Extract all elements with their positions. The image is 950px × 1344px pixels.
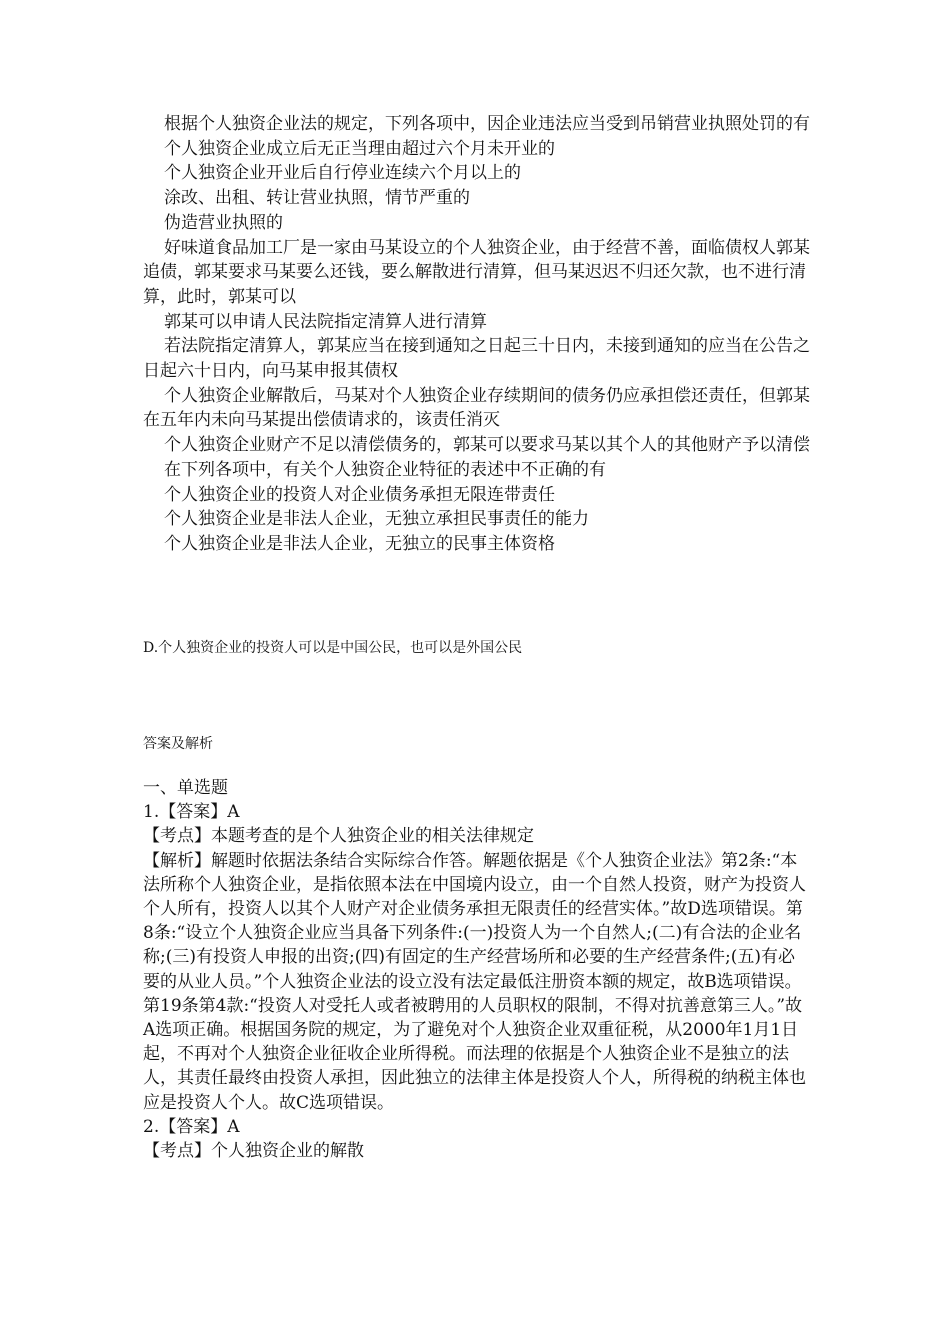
question-2-option: 郭某可以申请人民法院指定清算人进行清算 [164, 311, 487, 332]
question-1-option: 伪造营业执照的 [164, 212, 283, 233]
answer-1: 1.【答案】A [143, 802, 240, 823]
question-1-option: 个人独资企业开业后自行停业连续六个月以上的 [164, 163, 521, 184]
question-3-option: 个人独资企业是非法人企业，无独立的民事主体资格 [164, 533, 555, 554]
question-2-stem: 好味道食品加工厂是一家由马某设立的个人独资企业，由于经营不善，面临债权人郭某追债，郭某要求马某要么还钱，要么解散进行清算，但马某迟迟不归还欠款，也不进行清算，此时，郭某可以 [143, 237, 810, 307]
answer-2: 2.【答案】A [143, 1116, 240, 1137]
question-2-option: 若法院指定清算人，郭某应当在接到通知之日起三十日内，未接到通知的应当在公告之日起六十日内，向马某申报其债权 [143, 336, 810, 382]
question-3-option: 个人独资企业的投资人对企业债务承担无限连带责任 [164, 484, 555, 505]
answer-1-point: 【考点】本题考查的是个人独资企业的相关法律规定 [143, 826, 534, 847]
question-3-stem: 在下列各项中，有关个人独资企业特征的表述中不正确的有 [164, 459, 606, 480]
answer-2-point: 【考点】个人独资企业的解散 [143, 1141, 364, 1162]
question-2-option: 个人独资企业财产不足以清偿债务的，郭某可以要求马某以其个人的其他财产予以清偿 [164, 435, 810, 456]
question-1-option: 个人独资企业成立后无正当理由超过六个月未开业的 [164, 138, 555, 159]
answer-1-analysis: 【解析】解题时依据法条结合实际综合作答。解题依据是《个人独资企业法》第2条:“本法所称个人独资企业，是指依照本法在中国境内设立，由一个自然人投资，财产为投资人个人所有，投资人以其个人财产对企业债务承担无限责任的经营实体。”故D选项错误。第8条:“设立个人独资企业应当具备下列条件:(一)投资人为一个自然人;(二)有合法的企业名称;(三)有投资人申报的出资;(四)有固定的生产经营场所和必要的生产经营条件;(五)有必要的从业人员。”个人独资企业法的设立没有法定最低注册资本额的规定，故B选项错误。第19条第4款:“投资人对受托人或者被聘用的人员职权的限制，不得对抗善意第三人。”故A选项正确。根据国务院的规定，为了避免对个人独资企业双重征税，从2000年1月1日起，不再对个人独资企业征收企业所得税。而法理的依据是个人独资企业不是独立的法人，其责任最终由投资人承担，因此独立的法律主体是投资人个人，所得税的纳税主体也应是投资人个人。故C选项错误。 [143, 850, 806, 1113]
question-3-option-d: D.个人独资企业的投资人可以是中国公民，也可以是外国公民 [143, 640, 523, 656]
question-2-option: 个人独资企业解散后，马某对个人独资企业存续期间的债务仍应承担偿还责任，但郭某在五年内未向马某提出偿债请求的，该责任消灭 [143, 385, 810, 431]
answers-block [143, 776, 811, 1163]
answers-part-title: 一、单选题 [143, 778, 228, 798]
question-3-option: 个人独资企业是非法人企业，无独立承担民事责任的能力 [164, 509, 589, 530]
answers-section-title: 答案及解析 [143, 736, 213, 752]
questions-block [143, 112, 811, 557]
question-1-stem: 根据个人独资企业法的规定，下列各项中，因企业违法应当受到吊销营业执照处罚的有 [164, 114, 810, 134]
question-1-option: 涂改、出租、转让营业执照，情节严重的 [164, 188, 470, 209]
